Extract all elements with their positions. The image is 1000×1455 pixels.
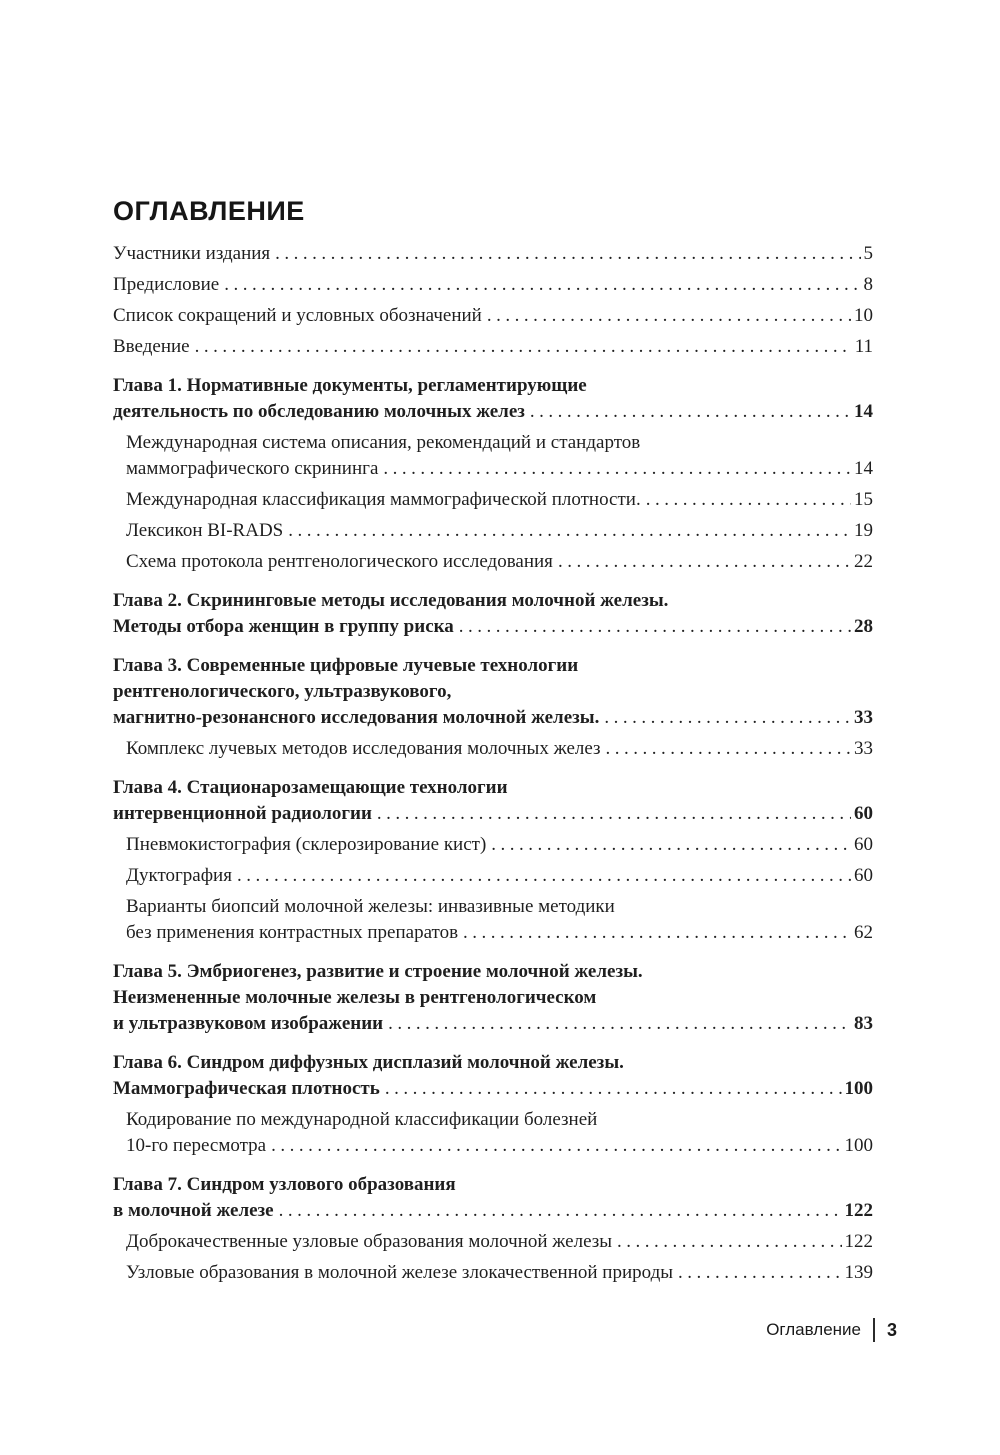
dot-leader: [237, 863, 851, 889]
footer-page-number: 3: [886, 1319, 897, 1340]
dot-leader: [385, 1076, 842, 1102]
dot-leader: [463, 920, 851, 946]
toc-entry-line: [126, 456, 873, 482]
toc-entry-text: Схема протокола рентгенологического исследования: [126, 551, 553, 572]
toc-page-number: 83: [854, 1013, 873, 1034]
toc-page-number: 122: [844, 1231, 873, 1252]
toc-page-number: 62: [854, 922, 873, 943]
toc-entry-line: [126, 518, 873, 544]
toc-entry-text: Глава 3. Современные цифровые лучевые технологии: [113, 655, 579, 676]
toc-entry-line: [113, 1011, 873, 1037]
toc-entry: [113, 736, 873, 762]
toc-entry: [113, 334, 873, 360]
toc-list: [113, 241, 873, 1286]
toc-entry-line: [113, 775, 873, 801]
toc-entry-text: Международная система описания, рекомендаций и стандартов: [126, 432, 641, 453]
dot-leader: [271, 1133, 841, 1159]
toc-entry-line: [113, 399, 873, 425]
toc-page-number: 139: [844, 1262, 873, 1283]
toc-entry: [113, 832, 873, 858]
toc-entry-text: Глава 2. Скрининговые методы исследования молочной железы.: [113, 590, 669, 611]
toc-page-number: 60: [854, 834, 873, 855]
toc-entry-line: [113, 801, 873, 827]
toc-entry: [113, 653, 873, 731]
toc-entry: [113, 487, 873, 513]
toc-page-number: 60: [854, 865, 873, 886]
toc-entry: [113, 241, 873, 267]
toc-entry-line: [113, 679, 873, 705]
toc-entry-text: Комплекс лучевых методов исследования молочных желез: [126, 738, 601, 759]
toc-entry-line: [126, 1260, 873, 1286]
toc-entry-line: [113, 959, 873, 985]
toc-entry-text: Международная классификация маммографической плотности.: [126, 489, 641, 510]
toc-entry-line: [126, 430, 873, 456]
toc-entry-text: Список сокращений и условных обозначений: [113, 305, 482, 326]
dot-leader: [459, 614, 851, 640]
toc-page-number: 28: [854, 616, 873, 637]
toc-entry-line: [113, 334, 873, 360]
toc-entry-text: Кодирование по международной классификации болезней: [126, 1109, 598, 1130]
toc-entry: [113, 549, 873, 575]
toc-entry: [113, 1107, 873, 1159]
toc-page-number: 10: [854, 305, 873, 326]
toc-entry: [113, 1229, 873, 1255]
toc-entry-line: [113, 1050, 873, 1076]
toc-page-number: 11: [854, 336, 873, 357]
dot-leader: [606, 736, 851, 762]
toc-entry-text: Введение: [113, 336, 190, 357]
dot-leader: [383, 456, 851, 482]
toc-entry-line: [126, 1107, 873, 1133]
toc-entry: [113, 959, 873, 1037]
toc-entry-text: Лексикон BI-RADS: [126, 520, 284, 541]
toc-entry-text: маммографического скрининга: [126, 458, 379, 479]
dot-leader: [487, 303, 851, 329]
dot-leader: [195, 334, 852, 360]
toc-entry-text: Методы отбора женщин в группу риска: [113, 616, 454, 637]
dot-leader: [604, 705, 851, 731]
toc-entry: [113, 303, 873, 329]
toc-entry-text: Глава 5. Эмбриогенез, развитие и строение молочной железы.: [113, 961, 643, 982]
dot-leader: [617, 1229, 841, 1255]
toc-entry-text: Предисловие: [113, 274, 220, 295]
toc-entry-text: Глава 6. Синдром диффузных дисплазий молочной железы.: [113, 1052, 624, 1073]
toc-page-number: 8: [863, 274, 873, 295]
toc-page-number: 5: [863, 243, 873, 264]
toc-entry-text: деятельность по обследованию молочных желез: [113, 401, 525, 422]
toc-entry: [113, 373, 873, 425]
toc-entry: [113, 1260, 873, 1286]
toc-entry-line: [113, 272, 873, 298]
footer-divider: [873, 1318, 875, 1342]
toc-entry: [113, 1050, 873, 1102]
toc-page-number: 122: [844, 1200, 873, 1221]
toc-entry-text: Глава 1. Нормативные документы, регламентирующие: [113, 375, 587, 396]
toc-entry-line: [126, 549, 873, 575]
toc-entry-line: [126, 736, 873, 762]
toc-entry-text: магнитно-резонансного исследования молочной железы.: [113, 707, 600, 728]
page-footer: [766, 1318, 897, 1342]
toc-entry-text: в молочной железе: [113, 1200, 274, 1221]
toc-entry-text: Участники издания: [113, 243, 271, 264]
toc-entry-line: [113, 1076, 873, 1102]
toc-page-number: 100: [844, 1135, 873, 1156]
toc-entry-text: Доброкачественные узловые образования молочной железы: [126, 1231, 613, 1252]
dot-leader: [288, 518, 851, 544]
toc-entry-text: Узловые образования в молочной железе злокачественной природы: [126, 1262, 674, 1283]
toc-entry-line: [113, 241, 873, 267]
toc-entry: [113, 894, 873, 946]
toc-entry-line: [113, 985, 873, 1011]
toc-entry-text: Маммографическая плотность: [113, 1078, 380, 1099]
toc-entry-line: [126, 487, 873, 513]
toc-entry: [113, 588, 873, 640]
toc-entry-text: 10-го пересмотра: [126, 1135, 267, 1156]
toc-entry-text: Пневмокистография (склерозирование кист): [126, 834, 487, 855]
toc-entry-line: [113, 1172, 873, 1198]
dot-leader: [491, 832, 851, 858]
dot-leader: [377, 801, 851, 827]
dot-leader: [388, 1011, 851, 1037]
toc-entry-line: [113, 653, 873, 679]
dot-leader: [279, 1198, 842, 1224]
toc-entry-text: Глава 4. Стационарозамещающие технологии: [113, 777, 508, 798]
dot-leader: [646, 487, 851, 513]
toc-entry: [113, 1172, 873, 1224]
toc-entry-text: и ультразвуковом изображении: [113, 1013, 384, 1034]
toc-entry-text: Дуктография: [126, 865, 232, 886]
footer-section-label: Оглавление: [766, 1320, 861, 1339]
toc-entry: [113, 775, 873, 827]
toc-entry-line: [113, 373, 873, 399]
dot-leader: [275, 241, 860, 267]
toc-entry-line: [126, 894, 873, 920]
toc-entry-text: интервенционной радиологии: [113, 803, 372, 824]
toc-entry-line: [113, 588, 873, 614]
toc-page-number: 22: [854, 551, 873, 572]
toc-entry-line: [113, 705, 873, 731]
toc-entry-text: Глава 7. Синдром узлового образования: [113, 1174, 456, 1195]
dot-leader: [558, 549, 851, 575]
toc-entry: [113, 430, 873, 482]
toc-page-number: 33: [854, 707, 873, 728]
dot-leader: [530, 399, 851, 425]
toc-page-number: 15: [854, 489, 873, 510]
toc-entry-line: [126, 1229, 873, 1255]
toc-page-number: 100: [844, 1078, 873, 1099]
toc-entry: [113, 518, 873, 544]
toc-content: [113, 196, 873, 1286]
toc-entry-line: [126, 1133, 873, 1159]
dot-leader: [224, 272, 860, 298]
toc-entry-line: [113, 1198, 873, 1224]
toc-entry-text: без применения контрастных препаратов: [126, 922, 459, 943]
toc-entry: [113, 272, 873, 298]
toc-entry-line: [126, 863, 873, 889]
toc-entry-text: рентгенологического, ультразвукового,: [113, 681, 452, 702]
toc-page-number: 19: [854, 520, 873, 541]
toc-entry-line: [113, 303, 873, 329]
toc-page-number: 60: [854, 803, 873, 824]
toc-entry-text: Варианты биопсий молочной железы: инвазивные методики: [126, 896, 615, 917]
toc-entry-line: [126, 832, 873, 858]
toc-entry: [113, 863, 873, 889]
toc-page-number: 33: [854, 738, 873, 759]
dot-leader: [678, 1260, 841, 1286]
toc-entry-text: Неизмененные молочные железы в рентгенологическом: [113, 987, 597, 1008]
toc-page-number: 14: [854, 401, 873, 422]
toc-entry-line: [113, 614, 873, 640]
page-title: ОГЛАВЛЕНИЕ: [113, 196, 305, 226]
toc-entry-line: [126, 920, 873, 946]
toc-page-number: 14: [854, 458, 873, 479]
